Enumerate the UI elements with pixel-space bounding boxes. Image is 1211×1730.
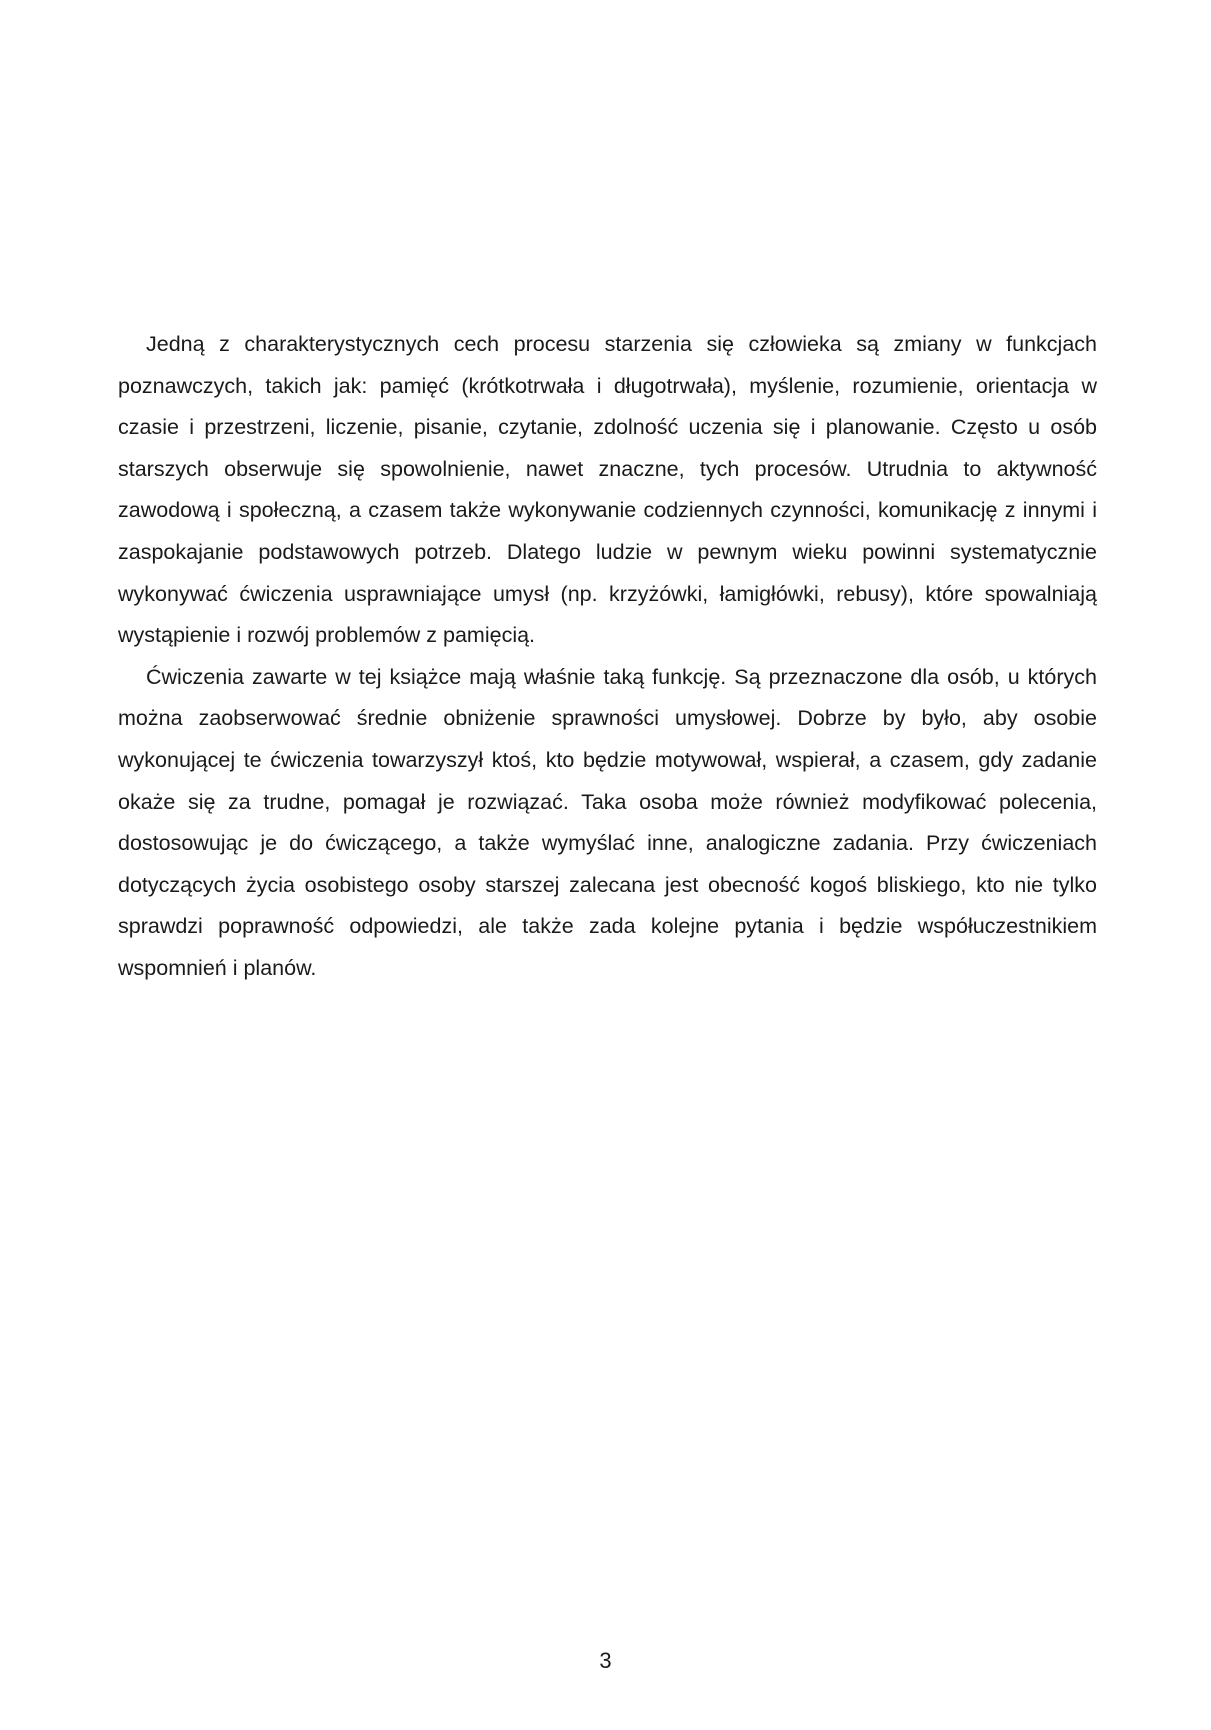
paragraph-1: Jedną z charakterystycznych cech procesu starzenia się człowieka są zmiany w funkcjach poznawczych, takich jak: pamięć (krótkotrwała i długotrwała), myślenie, rozumienie, orientacja w czasie i przestrzeni, liczenie, pisanie, czytanie, zdolność uczenia się i planowanie. Często u osób starszych obserwuje się spowolnienie, nawet znaczne, tych procesów. Utrudnia to aktywność zawodową i społeczną, a czasem także wykonywanie codziennych czynności, komunikację z innymi i zaspokajanie podstawowych potrzeb. Dlatego ludzie w pewnym wieku powinni systematycznie wykonywać ćwiczenia usprawniające umysł (np. krzyżówki, łamigłówki, rebusy), które spowalniają wystąpienie i rozwój problemów z pamięcią.	[118, 332, 1097, 648]
body-text	[118, 324, 1097, 990]
paragraph-2: Ćwiczenia zawarte w tej książce mają właśnie taką funkcję. Są przeznaczone dla osób, u których można zaobserwować średnie obniżenie sprawności umysłowej. Dobrze by było, aby osobie wykonującej te ćwiczenia towarzyszył ktoś, kto będzie motywował, wspierał, a czasem, gdy zadanie okaże się za trudne, pomagał je rozwiązać. Taka osoba może również modyfikować polecenia, dostosowując je do ćwiczącego, a także wymyślać inne, analogiczne zadania. Przy ćwiczeniach dotyczących życia osobistego osoby starszej zalecana jest obecność kogoś bliskiego, kto nie tylko sprawdzi poprawność odpowiedzi, ale także zada kolejne pytania i będzie współuczestnikiem wspomnień i planów.	[118, 664, 1097, 980]
page-number: 3	[599, 1648, 612, 1673]
